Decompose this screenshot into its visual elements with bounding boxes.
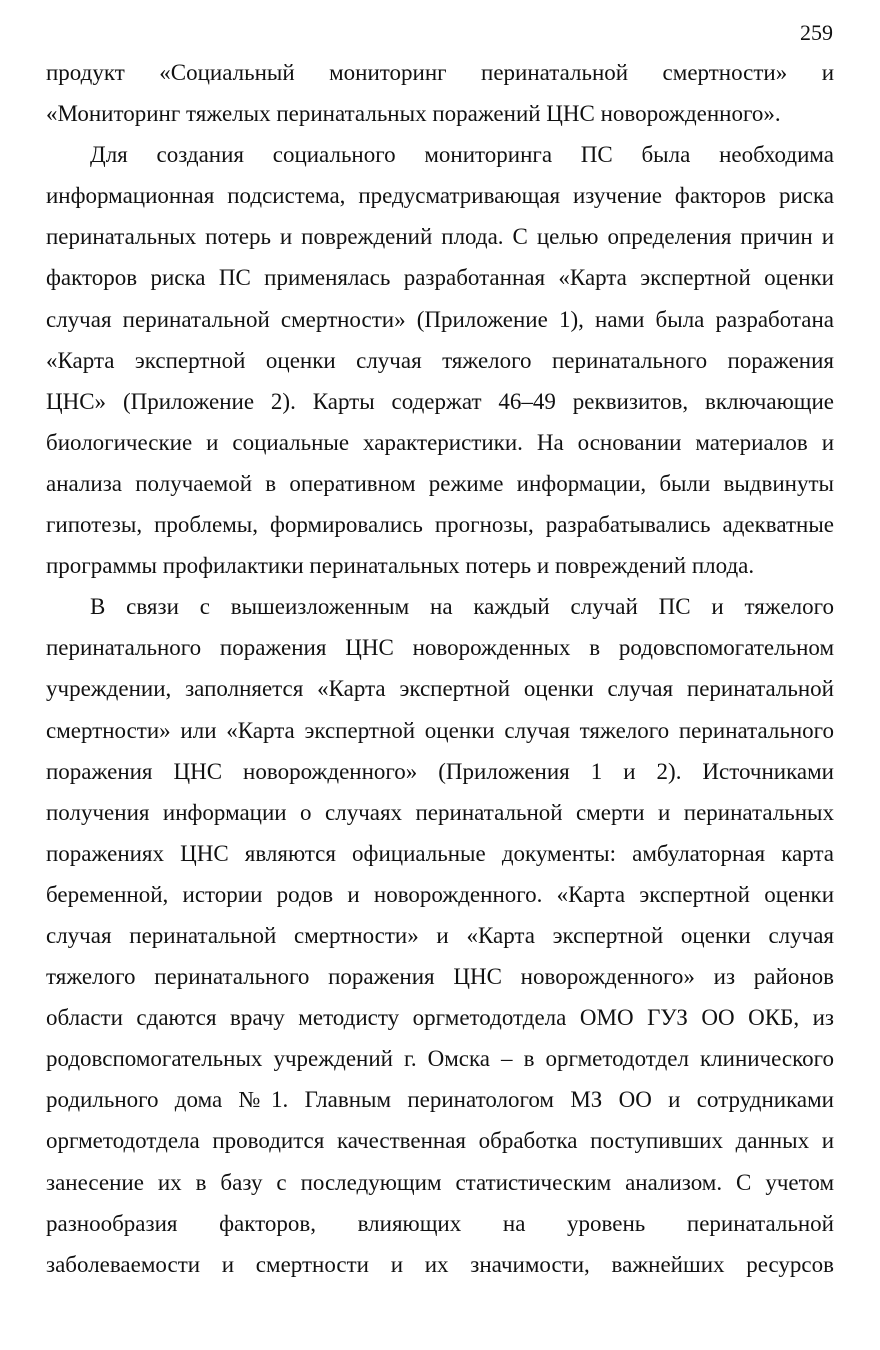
text-line: смертности» или «Карта экспертной оценки случая тяжелого перинатального [46, 717, 834, 743]
paragraph [46, 586, 834, 1285]
text-line: «Мониторинг тяжелых перинатальных поражений ЦНС новорожденного». [46, 101, 781, 127]
text-line: В связи с вышеизложенным на каждый случай ПС и тяжелого [90, 594, 834, 620]
text-line: области сдаются врачу методисту оргметодотдела ОМО ГУЗ ОО ОКБ, из [46, 1005, 834, 1031]
text-line: продукт «Социальный мониторинг перинатальной смертности» и [46, 60, 834, 85]
paragraph [46, 52, 834, 134]
text-line: получения информации о случаях перинатальной смерти и перинатальных [46, 799, 834, 825]
text-line: учреждении, заполняется «Карта экспертной оценки случая перинатальной [46, 676, 834, 702]
text-line: информационная подсистема, предусматривающая изучение факторов риска [46, 183, 834, 209]
text-line: случая перинатальной смертности» (Приложение 1), нами была разработана [46, 306, 834, 332]
text-line: тяжелого перинатального поражения ЦНС новорожденного» из районов [46, 964, 834, 990]
text-line: оргметодотдела проводится качественная обработка поступивших данных и [46, 1128, 834, 1154]
text-line: биологические и социальные характеристики. На основании материалов и [46, 429, 834, 455]
text-line: заболеваемости и смертности и их значимости, важнейших ресурсов [46, 1251, 834, 1277]
text-line: гипотезы, проблемы, формировались прогнозы, разрабатывались адекватные [46, 512, 834, 538]
page-number: 259 [800, 20, 833, 45]
text-line: разнообразия факторов, влияющих на уровень перинатальной [46, 1210, 834, 1236]
text-line: поражения ЦНС новорожденного» (Приложения 1 и 2). Источниками [46, 758, 834, 784]
paragraph [46, 134, 834, 586]
text-line: факторов риска ПС применялась разработанная «Карта экспертной оценки [46, 265, 834, 291]
text-line: перинатального поражения ЦНС новорожденных в родовспомогательном [46, 635, 834, 661]
text-line: поражениях ЦНС являются официальные документы: амбулаторная карта [46, 840, 834, 866]
text-line: Для создания социального мониторинга ПС была необходима [90, 142, 834, 168]
text-line: перинатальных потерь и повреждений плода. С целью определения причин и [46, 224, 834, 250]
text-line: случая перинатальной смертности» и «Карта экспертной оценки случая [46, 922, 834, 948]
text-line: родовспомогательных учреждений г. Омска – в оргметодотдел клинического [46, 1046, 834, 1072]
text-line: «Карта экспертной оценки случая тяжелого перинатального поражения [46, 347, 834, 373]
text-line: программы профилактики перинатальных потерь и повреждений плода. [46, 553, 755, 579]
text-line: ЦНС» (Приложение 2). Карты содержат 46–49 реквизитов, включающие [46, 388, 834, 414]
text-line: анализа получаемой в оперативном режиме информации, были выдвинуты [46, 470, 834, 496]
text-line: занесение их в базу с последующим статистическим анализом. С учетом [46, 1169, 834, 1195]
document-body [46, 52, 834, 1285]
text-line: родильного дома №1. Главным перинатологом МЗ ОО и сотрудниками [46, 1087, 834, 1113]
text-line: беременной, истории родов и новорожденного. «Карта экспертной оценки [46, 881, 834, 907]
